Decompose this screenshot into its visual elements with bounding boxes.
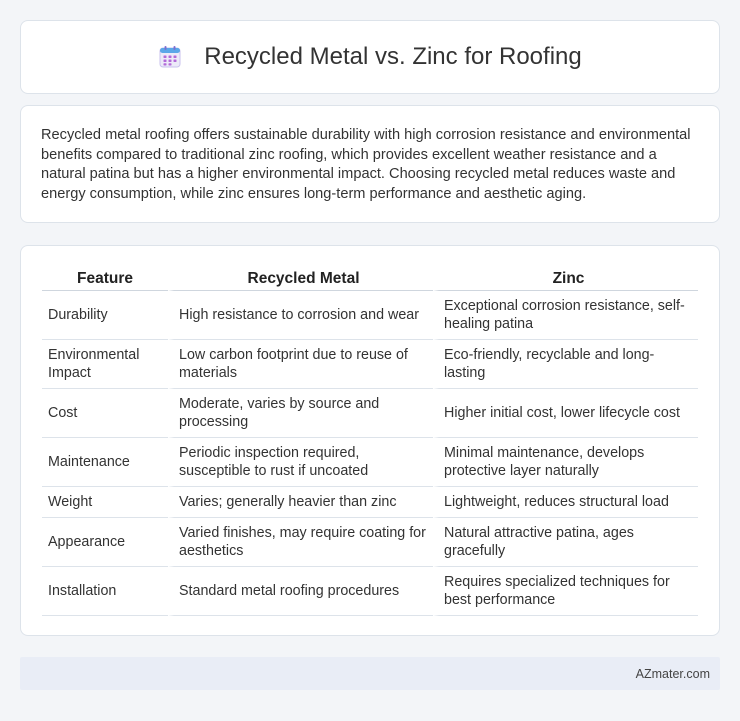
title-wrap bbox=[158, 43, 581, 71]
summary-text: Recycled metal roofing offers sustainable durability with high corrosion resistance and environmental benefits compared to traditional zinc roofing, which provides excellent weather resistance and a natural patina but has a higher environmental impact. Choosing recycled metal reduces waste and energy consumption, while zinc ensures long-term performance and aesthetic aging. bbox=[41, 127, 691, 202]
title-card bbox=[20, 20, 720, 94]
feature-cell: Durability bbox=[42, 291, 168, 340]
zinc-cell: Higher initial cost, lower lifecycle cost bbox=[433, 389, 698, 438]
feature-cell: Environmental Impact bbox=[42, 340, 168, 389]
recycled-metal-cell: Standard metal roofing procedures bbox=[168, 567, 433, 616]
comparison-card bbox=[20, 245, 720, 636]
header-recycled-metal: Recycled Metal bbox=[168, 264, 433, 291]
table-row bbox=[42, 518, 698, 567]
calendar-icon bbox=[158, 45, 182, 69]
recycled-metal-cell: Low carbon footprint due to reuse of materials bbox=[168, 340, 433, 389]
table-row bbox=[42, 291, 698, 340]
table-row bbox=[42, 487, 698, 518]
header-zinc: Zinc bbox=[433, 264, 698, 291]
recycled-metal-cell: High resistance to corrosion and wear bbox=[168, 291, 433, 340]
footer-site-link[interactable]: AZmater.com bbox=[635, 666, 710, 681]
comparison-table bbox=[42, 264, 698, 616]
table-row bbox=[42, 438, 698, 487]
zinc-cell: Lightweight, reduces structural load bbox=[433, 487, 698, 518]
zinc-cell: Minimal maintenance, develops protective layer naturally bbox=[433, 438, 698, 487]
header-feature: Feature bbox=[42, 264, 168, 291]
feature-cell: Weight bbox=[42, 487, 168, 518]
zinc-cell: Eco-friendly, recyclable and long-lasting bbox=[433, 340, 698, 389]
table-header-row bbox=[42, 264, 698, 291]
table-row bbox=[42, 389, 698, 438]
feature-cell: Appearance bbox=[42, 518, 168, 567]
page-title: Recycled Metal vs. Zinc for Roofing bbox=[204, 43, 582, 70]
table-row bbox=[42, 340, 698, 389]
recycled-metal-cell: Varied finishes, may require coating for aesthetics bbox=[168, 518, 433, 567]
recycled-metal-cell: Periodic inspection required, susceptible to rust if uncoated bbox=[168, 438, 433, 487]
recycled-metal-cell: Varies; generally heavier than zinc bbox=[168, 487, 433, 518]
feature-cell: Installation bbox=[42, 567, 168, 616]
feature-cell: Maintenance bbox=[42, 438, 168, 487]
zinc-cell: Requires specialized techniques for best performance bbox=[433, 567, 698, 616]
footer bbox=[20, 657, 720, 690]
table-row bbox=[42, 567, 698, 616]
zinc-cell: Exceptional corrosion resistance, self-healing patina bbox=[433, 291, 698, 340]
feature-cell: Cost bbox=[42, 389, 168, 438]
recycled-metal-cell: Moderate, varies by source and processing bbox=[168, 389, 433, 438]
zinc-cell: Natural attractive patina, ages gracefully bbox=[433, 518, 698, 567]
summary-card bbox=[20, 105, 720, 223]
